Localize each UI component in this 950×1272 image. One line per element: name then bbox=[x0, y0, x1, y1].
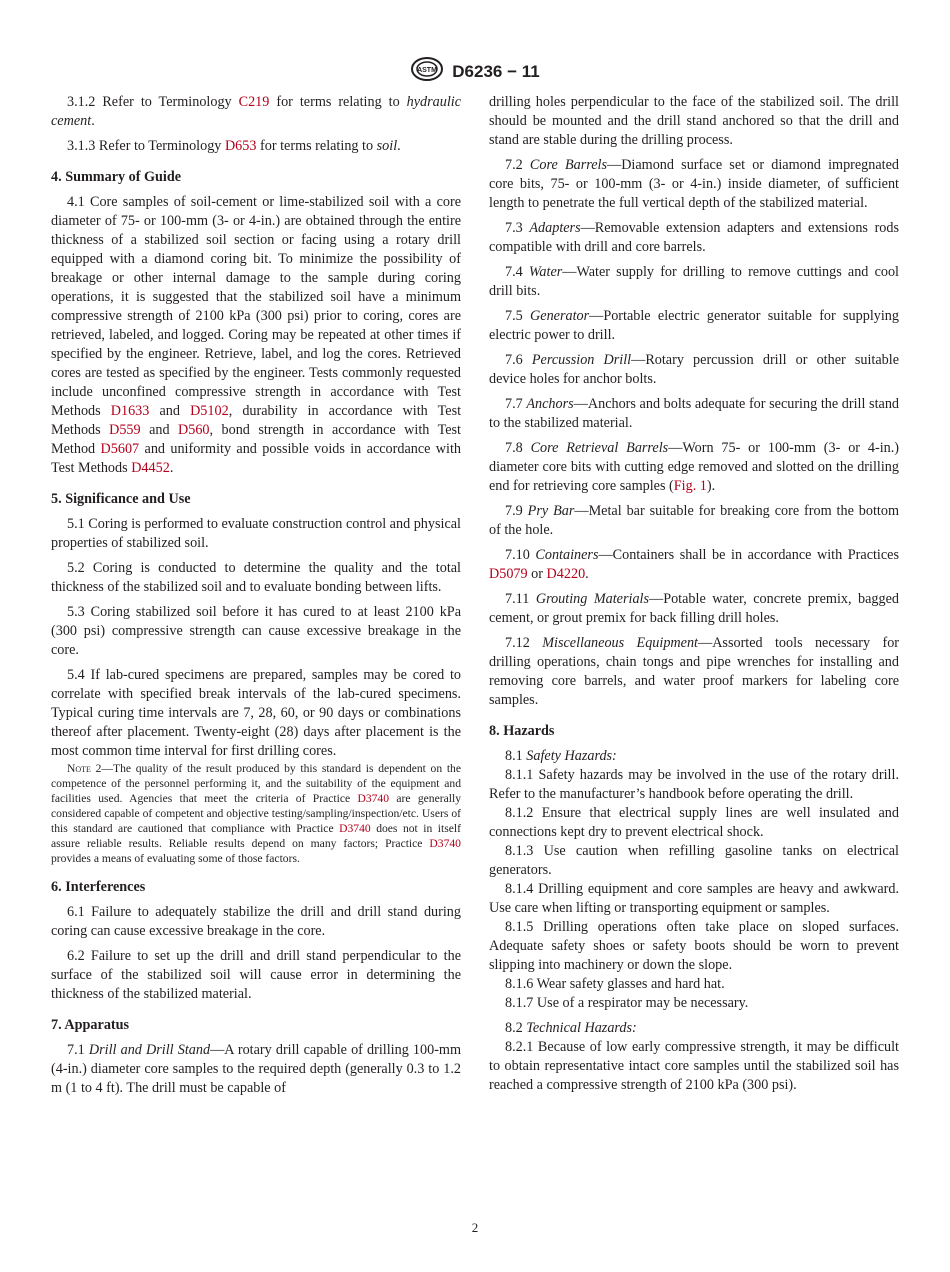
ref-d3740[interactable]: D3740 bbox=[339, 822, 371, 835]
para-6-1: 6.1 Failure to adequately stabilize the drill and drill stand during coring can cause excessive breakage in the core. bbox=[51, 904, 461, 939]
para-7-9: 7.9 Pry Bar—Metal bar suitable for breaking core from the bottom of the hole. bbox=[489, 503, 900, 538]
section-7-heading: 7. Apparatus bbox=[51, 1017, 130, 1033]
para-7-3: 7.3 Adapters—Removable extension adapters and extensions rods compatible with drill and core barrels. bbox=[489, 220, 900, 255]
ref-d653[interactable]: D653 bbox=[224, 138, 257, 154]
ref-d4220[interactable]: D4220 bbox=[546, 566, 586, 582]
ref-d560[interactable]: D560 bbox=[178, 422, 210, 438]
ref-d1633[interactable]: D1633 bbox=[110, 403, 150, 419]
para-5-2: 5.2 Coring is conducted to determine the quality and the total thickness of the stabilized soil and to evaluate bonding between lifts. bbox=[51, 560, 461, 595]
para-7-2: 7.2 Core Barrels—Diamond surface set or diamond impregnated core bits, 75- or 100-mm (3- or 4-in.) inside diameter, of sufficient length to penetrate the full vertical depth of the stabilized material. bbox=[489, 157, 899, 211]
astm-logo bbox=[410, 56, 444, 87]
section-5-heading: 5. Significance and Use bbox=[51, 491, 191, 507]
para-8-1-2: 8.1.2 Ensure that electrical supply lines are well insulated and connections kept dry to prevent electrical shock. bbox=[489, 805, 899, 840]
ref-d5607[interactable]: D5607 bbox=[100, 441, 140, 457]
page-header bbox=[0, 56, 950, 87]
para-7-5: 7.5 Generator—Portable electric generator suitable for supplying electric power to drill. bbox=[489, 308, 899, 343]
para-8-1-7: 8.1.7 Use of a respirator may be necessary. bbox=[505, 995, 749, 1011]
para-8-1: 8.1 Safety Hazards: bbox=[505, 748, 617, 764]
para-7-8: 7.8 Core Retrieval Barrels—Worn 75- or 100-mm (3- or 4-in.) diameter core bits with cutting edge removed and slotted on the drilling end for retrieving core samples (Fig. 1). bbox=[489, 440, 899, 494]
para-8-1-1: 8.1.1 Safety hazards may be involved in the use of the rotary drill. Refer to the manufacturer’s handbook before operating the drill. bbox=[489, 767, 899, 802]
section-8-heading: 8. Hazards bbox=[489, 723, 555, 739]
para-3-1-2: 3.1.2 Refer to Terminology C219 for terms relating to hydraulic cement. bbox=[51, 94, 462, 129]
ref-d3740[interactable]: D3740 bbox=[357, 792, 390, 805]
para-7-1-cont: drilling holes perpendicular to the face of the stabilized soil. The drill should be mounted and the drill stand anchored so that the drill and stand are stable during the drilling process. bbox=[489, 94, 899, 148]
para-7-4: 7.4 Water—Water supply for drilling to remove cuttings and cool drill bits. bbox=[489, 264, 899, 299]
section-6-heading: 6. Interferences bbox=[51, 879, 146, 895]
para-5-4: 5.4 If lab-cured specimens are prepared, samples may be cored to correlate with specified break intervals of the lab-cured specimens. Typical curing time intervals are 7, 28, 60, or 90 days or combinations thereof after placement. Twenty-eight (28) days after placement is the most common time interval for first drilling cores. bbox=[51, 667, 461, 759]
para-7-12: 7.12 Miscellaneous Equipment—Assorted tools necessary for drilling operations, chain tongs and pipe wrenches for installing and removing core barrels, and water proof markers for labeling core samples. bbox=[489, 635, 900, 708]
ref-d5102[interactable]: D5102 bbox=[190, 403, 229, 419]
ref-fig-1[interactable]: Fig. 1 bbox=[673, 478, 707, 494]
para-5-3: 5.3 Coring stabilized soil before it has cured to at least 2100 kPa (300 psi) compressive strength can cause excessive breakage in the core. bbox=[51, 604, 461, 658]
para-8-1-5: 8.1.5 Drilling operations often take place on sloped surfaces. Adequate safety shoes or safety boots should be worn to prevent slipping into machinery or down the slope. bbox=[489, 919, 899, 973]
ref-d5079[interactable]: D5079 bbox=[489, 566, 528, 582]
ref-d4452[interactable]: D4452 bbox=[131, 460, 170, 476]
para-7-7: 7.7 Anchors—Anchors and bolts adequate for securing the drill stand to the stabilized material. bbox=[489, 396, 900, 431]
para-3-1-3: 3.1.3 Refer to Terminology D653 for terms relating to soil. bbox=[67, 138, 401, 154]
page-number: 2 bbox=[471, 1220, 479, 1235]
para-8-2: 8.2 Technical Hazards: bbox=[505, 1020, 637, 1036]
para-8-1-6: 8.1.6 Wear safety glasses and hard hat. bbox=[505, 976, 725, 992]
para-5-1: 5.1 Coring is performed to evaluate construction control and physical properties of stabilized soil. bbox=[51, 516, 461, 551]
left-column bbox=[51, 93, 461, 1104]
note-2: Note 2—The quality of the result produced by this standard is dependent on the competence of the personnel performing it, and the suitability of the equipment and facilities used. Agencies that meet the criteria of Practice D3740 are generally considered capable of competent and objective testing/sampling/inspection/etc. Users of this standard are cautioned that compliance with Practice D3740 does not in itself assure reliable results. Reliable results depend on many factors; Practice D3740 provides a means of evaluating some of those factors. bbox=[51, 762, 461, 865]
ref-d3740[interactable]: D3740 bbox=[429, 837, 461, 850]
standard-designation: D6236 − 11 bbox=[452, 61, 540, 81]
para-7-11: 7.11 Grouting Materials—Potable water, concrete premix, bagged cement, or grout premix for back filling drill holes. bbox=[489, 591, 900, 626]
para-7-6: 7.6 Percussion Drill—Rotary percussion drill or other suitable device holes for anchor bolts. bbox=[489, 352, 899, 387]
para-8-1-4: 8.1.4 Drilling equipment and core samples are heavy and awkward. Use care when lifting or transporting equipment or samples. bbox=[489, 881, 899, 916]
section-4-heading: 4. Summary of Guide bbox=[51, 169, 182, 185]
para-7-1: 7.1 Drill and Drill Stand—A rotary drill capable of drilling 100-mm (4-in.) diameter core samples to the required depth (generally 0.3 to 1.2 m (1 to 4 ft). The drill must be capable of bbox=[51, 1042, 462, 1096]
ref-d559[interactable]: D559 bbox=[109, 422, 141, 438]
para-6-2: 6.2 Failure to set up the drill and drill stand perpendicular to the surface of the stabilized soil will cause error in determining the thickness of the stabilized material. bbox=[51, 948, 461, 1002]
para-4-1: 4.1 Core samples of soil-cement or lime-stabilized soil with a core diameter of 75- or 100-mm (3- or 4-in.) are obtained through the entire thickness of a stabilized soil section or facing using a rotary drill equipped with a diamond coring bit. To minimize the possibility of breakage or other internal damage to the sample during coring operations, it is suggested that the stabilized soil have a minimum compressive strength of 2100 kPa (300 psi) prior to coring, cores are retrieved, labeled, and logged. Coring may be repeated at other times if specified by the engineer. Retrieve, label, and log the cores. Retrieved cores are tested as specified by the engineer. Tests commonly requested include unconfined compressive strength in accordance with Test Methods D1633 and D5102, durability in accordance with Test Methods D559 and D560, bond strength in accordance with Test Method D5607 and uniformity and possible voids in accordance with Test Methods D4452. bbox=[51, 194, 462, 476]
right-column bbox=[489, 93, 899, 1095]
svg-text:ASTM: ASTM bbox=[417, 67, 438, 74]
ref-c219[interactable]: C219 bbox=[238, 94, 270, 110]
para-8-1-3: 8.1.3 Use caution when refilling gasoline tanks on electrical generators. bbox=[489, 843, 899, 878]
para-7-10: 7.10 Containers—Containers shall be in accordance with Practices D5079 or D4220. bbox=[489, 547, 899, 582]
para-8-2-1: 8.2.1 Because of low early compressive strength, it may be difficult to obtain representative intact core samples until the stabilized soil has reached a compressive strength of 2100 kPa (300 psi). bbox=[489, 1039, 899, 1093]
